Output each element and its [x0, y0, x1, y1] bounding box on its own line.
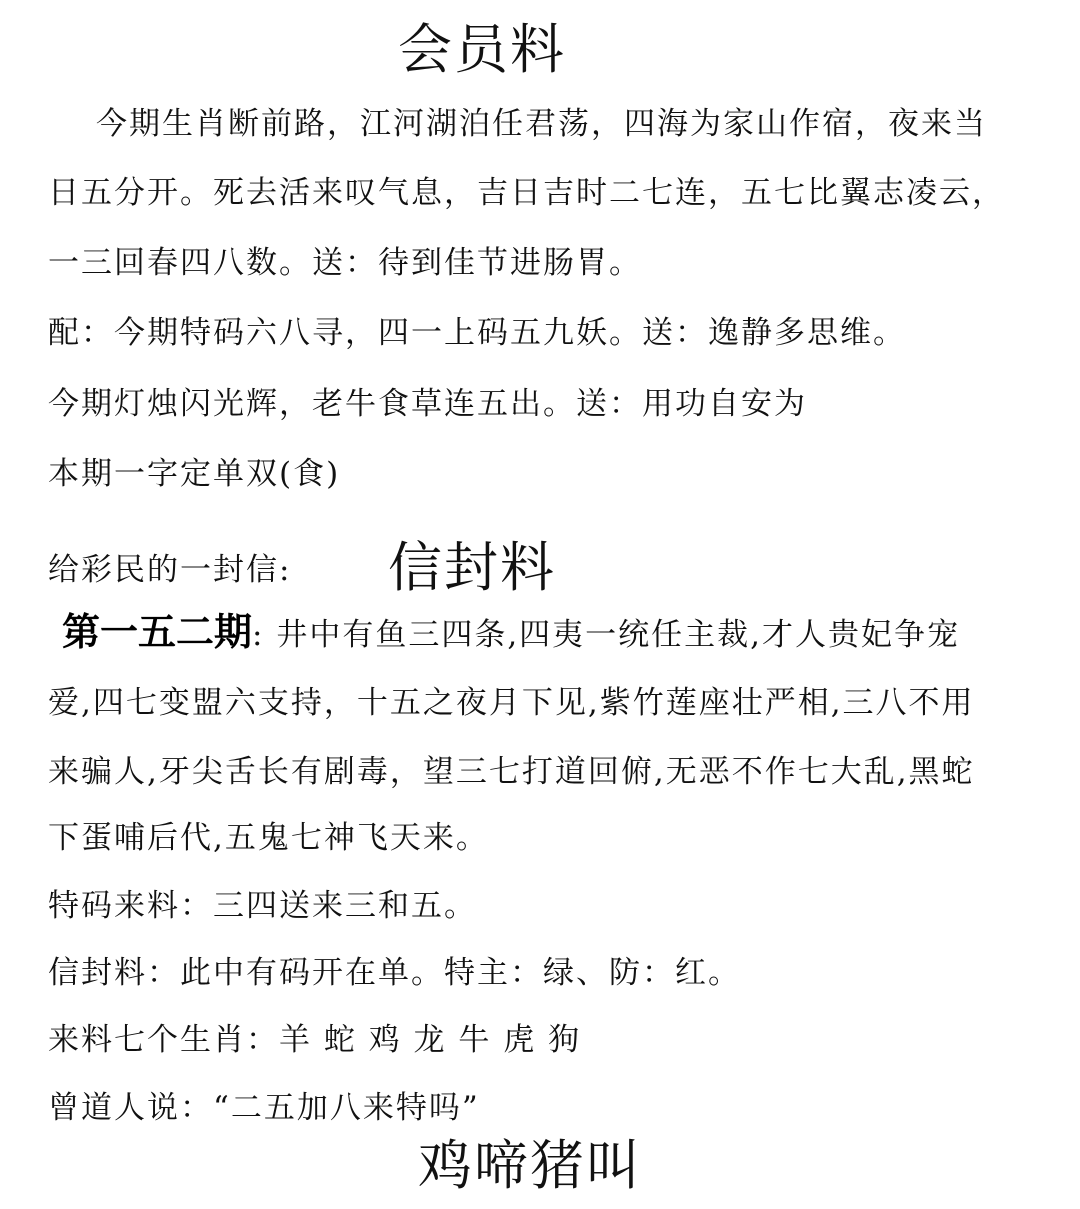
member-line-5: 今期灯烛闪光辉，老牛食草连五出。送：用功自安为 [48, 386, 807, 422]
member-line-1: 今期生肖断前路，江河湖泊任君荡，四海为家山作宿，夜来当 [96, 106, 987, 142]
member-line-3: 一三回春四八数。送：待到佳节进肠胃。 [48, 245, 642, 281]
letter-intro: 给彩民的一封信: [48, 552, 292, 588]
member-line-4: 配：今期特码六八寻，四一上码五九妖。送：逸静多思维。 [48, 315, 906, 351]
letter-line-6: 来料七个生肖：羊 蛇 鸡 龙 牛 虎 狗 [48, 1022, 582, 1058]
member-section-title: 会员料 [398, 18, 566, 81]
footer-title: 鸡啼猪叫 [418, 1134, 642, 1197]
member-line-2: 日五分开。死去活来叹气息，吉日吉时二七连，五七比翼志凌云， [48, 175, 1005, 211]
letter-line-1: 爱,四七变盟六支持，十五之夜月下见,紫竹莲座壮严相,三八不用 [48, 685, 975, 721]
issue-label: 第一五二期 [62, 610, 253, 654]
letter-section-title: 信封料 [388, 536, 556, 599]
member-line-6: 本期一字定单双(食) [48, 456, 341, 492]
issue-text: : 井中有鱼三四条,四夷一统任主裁,才人贵妃争宠 [252, 617, 961, 653]
issue-row [62, 612, 960, 655]
letter-line-4: 特码来料：三四送来三和五。 [48, 888, 477, 924]
letter-line-3: 下蛋哺后代,五鬼七神飞天来。 [48, 820, 489, 856]
letter-line-2: 来骗人,牙尖舌长有剧毒，望三七打道回俯,无恶不作七大乱,黑蛇 [48, 754, 975, 790]
letter-line-5: 信封料：此中有码开在单。特主：绿、防：红。 [48, 955, 741, 991]
letter-line-7: 曾道人说：“二五加八来特吗” [48, 1090, 480, 1126]
